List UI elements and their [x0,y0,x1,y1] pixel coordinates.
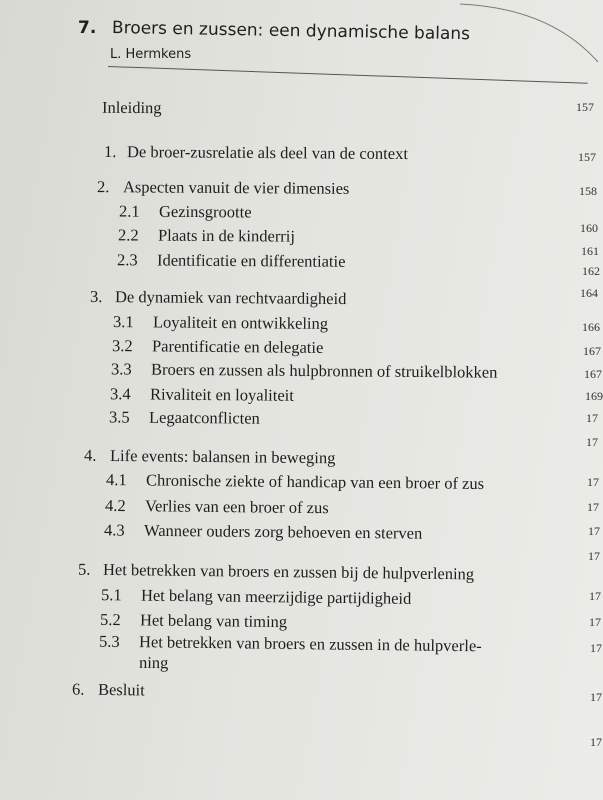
toc-entry: 2.1 Gezinsgrootte [118,201,252,222]
page-number: 162 [582,264,600,278]
toc-entry: 4.2 Verlies van een broer of zus [104,495,329,518]
page-number: 166 [582,320,600,334]
toc-entry: 3.5 Legaatconflicten [108,407,260,428]
toc-entry: 5.1 Het belang van meerzijdige partijdigheid [100,585,412,608]
page-number: 164 [580,286,598,300]
toc-entry: 5.2 Het belang van timing [99,609,288,632]
page-number: 161 [581,244,599,258]
toc-entry: 3.1 Loyaliteit en ontwikkeling [112,312,329,333]
page-number: 169 [585,389,603,403]
toc-entry: 5.3 Het betrekken van broers en zussen in de hulpverle- [98,631,482,656]
page-number: 17 [590,641,602,655]
toc-entry: 2. Aspecten vanuit de vier dimensies [96,177,350,198]
page-number: 17 [589,615,601,629]
header-curve [460,0,600,80]
page-number: 158 [579,184,597,198]
toc-entry: 3.3 Broers en zussen als hulpbronnen of struikelblokken [110,359,498,382]
toc-entry: ning [138,652,169,673]
page-number: 17 [586,435,598,449]
toc-entry: 1. De broer-zusrelatie als deel van de context [103,141,409,164]
toc-entry: 6. Besluit [71,679,145,700]
page-number: 160 [580,221,598,235]
page-number: 17 [587,475,599,489]
page-number: 167 [583,344,601,358]
page-number: 157 [578,150,596,164]
chapter-title: Broers en zussen: een dynamische balans [111,18,471,45]
page-number: 167 [584,367,602,381]
page-number: 17 [588,524,600,538]
toc-entry: 2.2 Plaats in de kinderrij [117,225,296,246]
toc-entry: 4.1 Chronische ziekte of handicap van een broer of zus [105,470,485,493]
page-number: 17 [589,589,601,603]
toc-entry: 3. De dynamiek van rechtvaardigheid [89,286,347,309]
page-number: 17 [588,549,600,563]
toc-entry: 3.4 Rivaliteit en loyaliteit [109,384,294,405]
toc-entry: Inleiding [101,97,162,118]
chapter-number: 7. [78,18,97,38]
toc-entry: 2.3 Identificatie en differentiatie [116,250,346,271]
page-number: 17 [587,500,599,514]
page-number: 17 [590,735,602,749]
toc-entry: 4.3 Wanneer ouders zorg behoeven en sterven [103,520,423,543]
chapter-author: L. Hermkens [110,47,192,62]
page-number: 157 [576,100,594,114]
toc-entry: 4. Life events: balansen in beweging [83,445,336,468]
toc-entry: 5. Het betrekken van broers en zussen bij de hulpverlening [77,559,475,584]
page-number: 17 [590,690,602,704]
toc-entry: 3.2 Parentificatie en delegatie [111,336,324,357]
page-number: 17 [586,411,598,425]
